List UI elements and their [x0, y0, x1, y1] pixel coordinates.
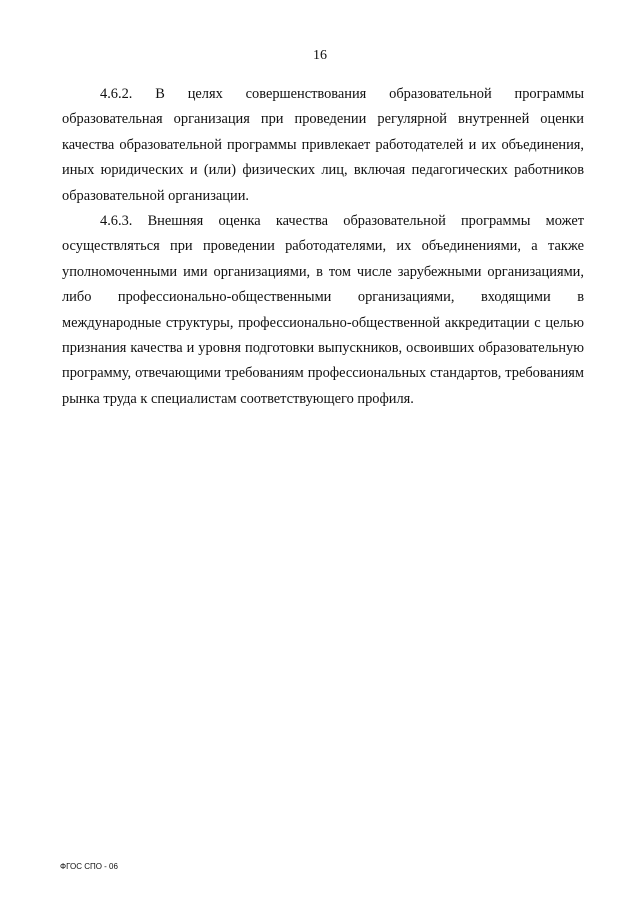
paragraph-4-6-3: 4.6.3. Внешняя оценка качества образовательной программы может осуществляться при проведении работодателями, их объединениями, а также уполномоченными ими организациями, в том числе зарубежными организациями, либо профессионально-общественными организациями, входящими в международные структуры, профессионально-общественной аккредитации с целью признания качества и уровня подготовки выпускников, освоивших образовательную программу, отвечающими требованиям профессиональных стандартов, требованиям рынка труда к специалистам соответствующего профиля. [62, 213, 584, 407]
document-body [62, 82, 584, 412]
page-number: 16 [313, 48, 327, 63]
paragraph-4-6-2: 4.6.2. В целях совершенствования образовательной программы образовательная организация при проведении регулярной внутренней оценки качества образовательной программы привлекает работодателей и их объединения, иных юридических и (или) физических лиц, включая педагогических работников образовательной организации. [62, 86, 584, 204]
footer-label: ФГОС СПО - 06 [60, 862, 118, 871]
